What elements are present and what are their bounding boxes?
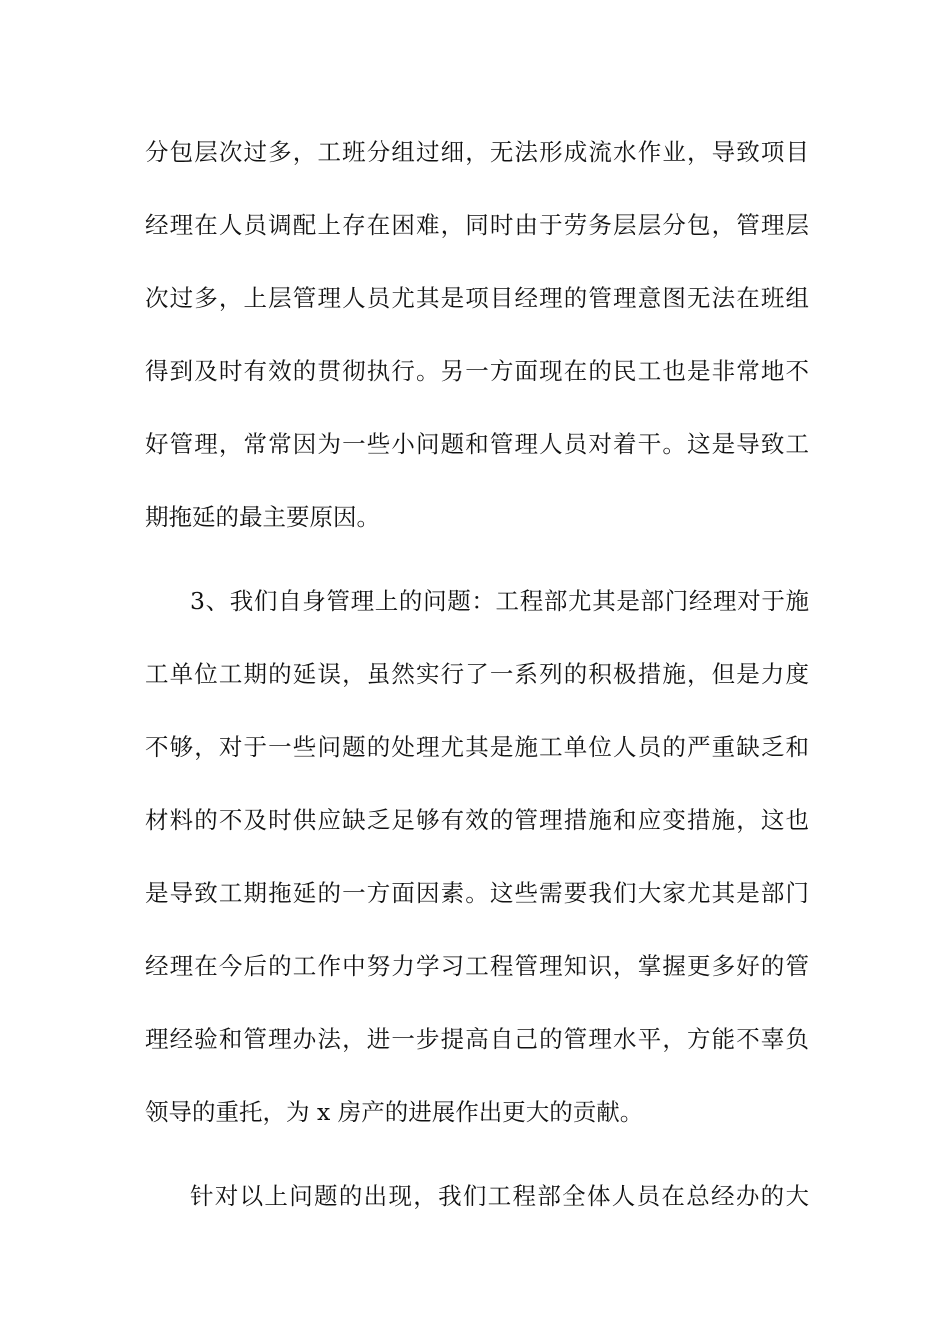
text-line-15: 针对以上问题的出现，我们工程部全体人员在总经办的大 — [190, 1182, 809, 1210]
text-line-10: 材料的不及时供应缺乏足够有效的管理措施和应变措施，这也 — [145, 806, 809, 834]
text-line-1: 分包层次过多，工班分组过细，无法形成流水作业，导致项目 — [145, 138, 809, 166]
text-line-4: 得到及时有效的贯彻执行。另一方面现在的民工也是非常地不 — [145, 357, 809, 385]
text-line-9: 不够，对于一些问题的处理尤其是施工单位人员的严重缺乏和 — [145, 733, 809, 761]
text-line-3: 次过多，上层管理人员尤其是项目经理的管理意图无法在班组 — [145, 284, 809, 312]
text-line-11: 是导致工期拖延的一方面因素。这些需要我们大家尤其是部门 — [145, 879, 809, 907]
text-line-12: 经理在今后的工作中努力学习工程管理知识，掌握更多好的管 — [145, 952, 809, 980]
text-line-5: 好管理，常常因为一些小问题和管理人员对着干。这是导致工 — [145, 430, 809, 458]
text-line-2: 经理在人员调配上存在困难，同时由于劳务层层分包，管理层 — [145, 211, 809, 239]
text-line-7: 3、我们自身管理上的问题：工程部尤其是部门经理对于施 — [190, 587, 809, 615]
text-line-13: 理经验和管理办法，进一步提高自己的管理水平，方能不辜负 — [145, 1025, 809, 1053]
text-line-8: 工单位工期的延误，虽然实行了一系列的积极措施，但是力度 — [145, 660, 809, 688]
text-line-6: 期拖延的最主要原因。 — [145, 503, 380, 531]
text-line-14: 领导的重托，为 x 房产的进展作出更大的贡献。 — [145, 1098, 644, 1126]
